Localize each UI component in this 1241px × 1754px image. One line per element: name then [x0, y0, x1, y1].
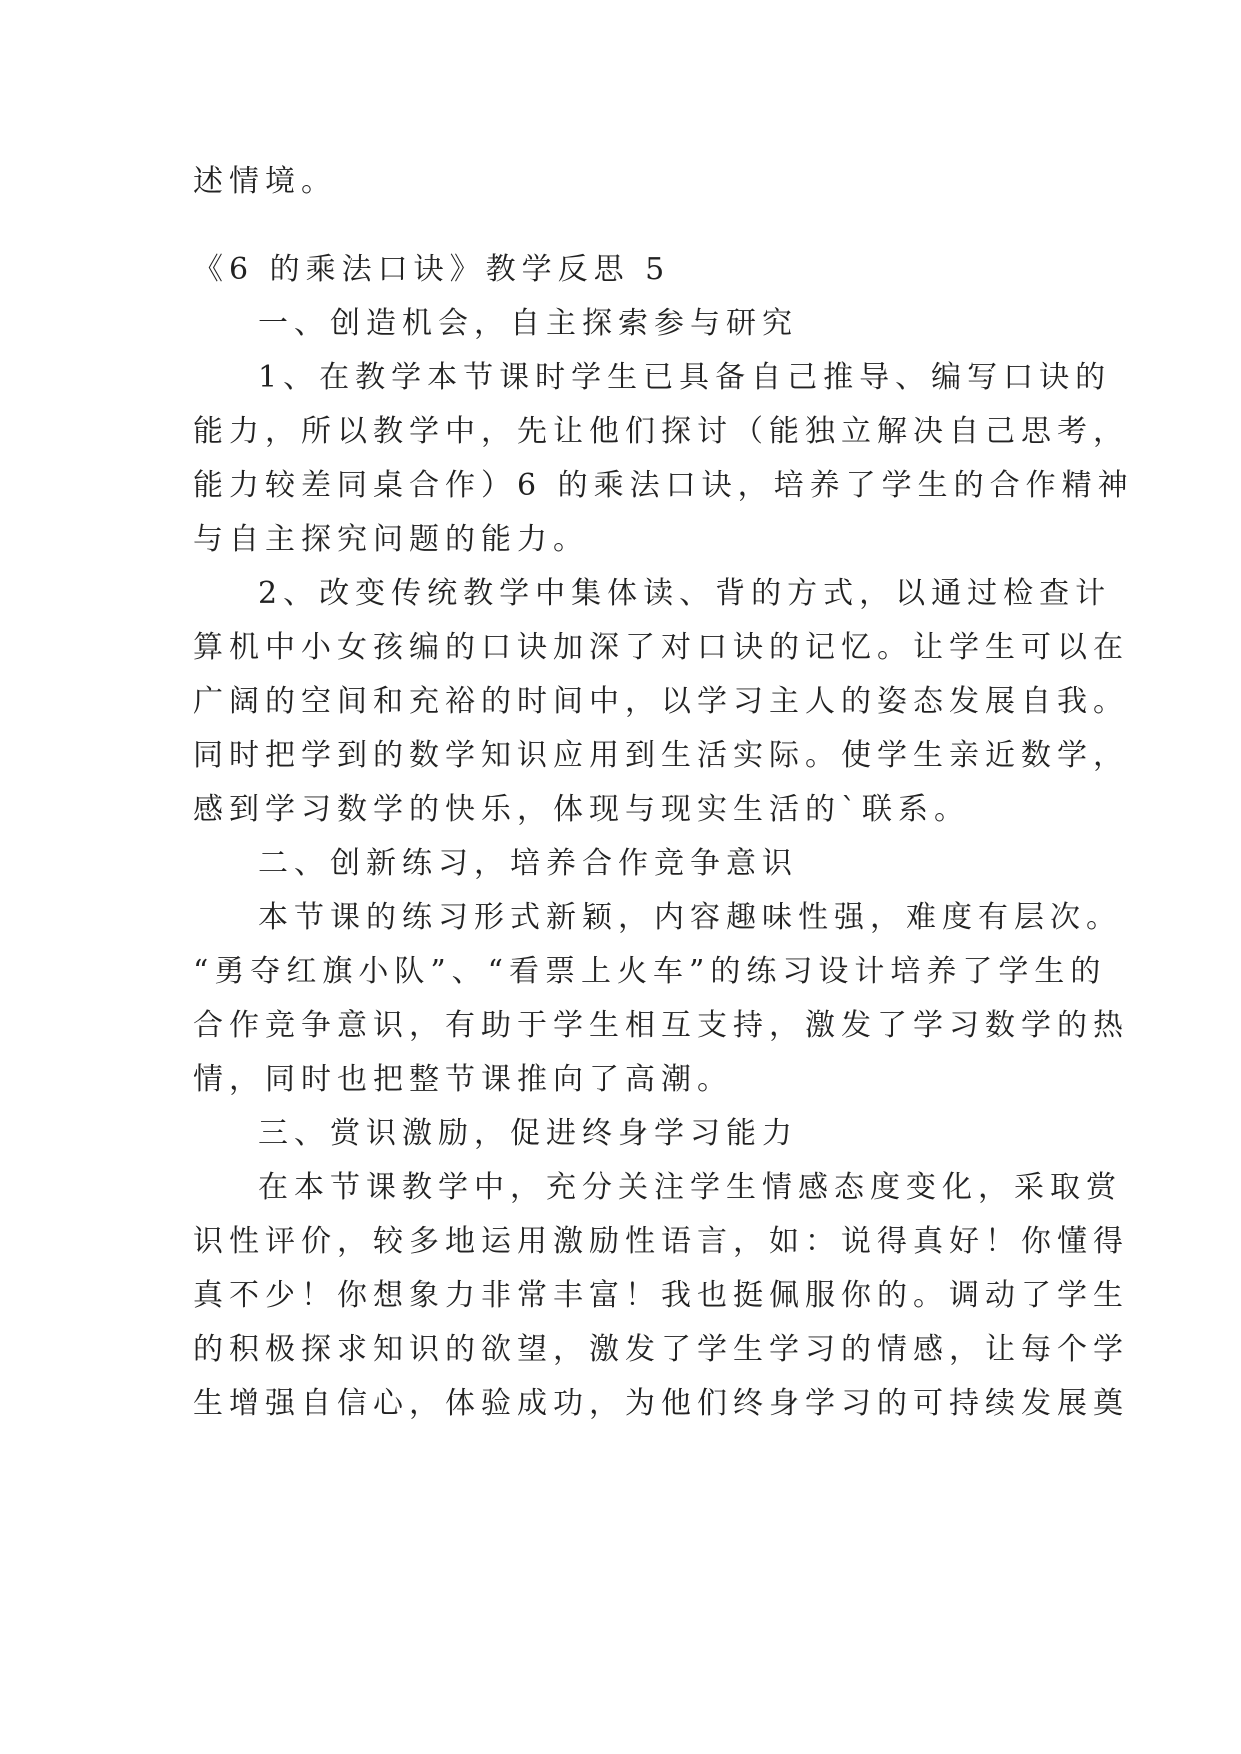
- text-line: 1、在教学本节课时学生已具备自己推导、编写口诀的: [258, 360, 1112, 395]
- section-title: 《6 的乘法口诀》教学反思 5: [193, 252, 671, 287]
- text-line: 本节课的练习形式新颖，内容趣味性强，难度有层次。: [258, 900, 1122, 935]
- text-line: 在本节课教学中，充分关注学生情感态度变化，采取赏: [258, 1170, 1122, 1205]
- text-line: 能力，所以教学中，先让他们探讨（能独立解决自己思考，: [193, 414, 1129, 449]
- heading-2: 二、创新练习，培养合作竞争意识: [258, 846, 798, 881]
- text-line: 能力较差同桌合作）6 的乘法口诀，培养了学生的合作精神: [193, 468, 1134, 503]
- text-line: 的积极探求知识的欲望，激发了学生学习的情感，让每个学: [193, 1332, 1129, 1367]
- heading-3: 三、赏识激励，促进终身学习能力: [258, 1116, 798, 1151]
- text-line: 感到学习数学的快乐，体现与现实生活的`联系。: [193, 792, 970, 827]
- text-line: 与自主探究问题的能力。: [193, 522, 589, 557]
- text-line: 情，同时也把整节课推向了高潮。: [193, 1062, 733, 1097]
- heading-1: 一、创造机会，自主探索参与研究: [258, 306, 798, 341]
- text-line: 2、改变传统教学中集体读、背的方式，以通过检查计: [258, 576, 1112, 611]
- text-line: 算机中小女孩编的口诀加深了对口诀的记忆。让学生可以在: [193, 630, 1129, 665]
- text-line: 识性评价，较多地运用激励性语言，如：说得真好！你懂得: [193, 1224, 1129, 1259]
- text-line: 生增强自信心，体验成功，为他们终身学习的可持续发展奠: [193, 1386, 1129, 1421]
- text-line: 同时把学到的数学知识应用到生活实际。使学生亲近数学，: [193, 738, 1129, 773]
- text-line: 合作竞争意识，有助于学生相互支持，激发了学习数学的热: [193, 1008, 1129, 1043]
- text-line: “勇夺红旗小队”、“看票上火车”的练习设计培养了学生的: [193, 954, 1107, 989]
- text-line: 广阔的空间和充裕的时间中，以学习主人的姿态发展自我。: [193, 684, 1129, 719]
- text-line: 真不少！你想象力非常丰富！我也挺佩服你的。调动了学生: [193, 1278, 1129, 1313]
- text-line: 述情境。: [193, 164, 337, 199]
